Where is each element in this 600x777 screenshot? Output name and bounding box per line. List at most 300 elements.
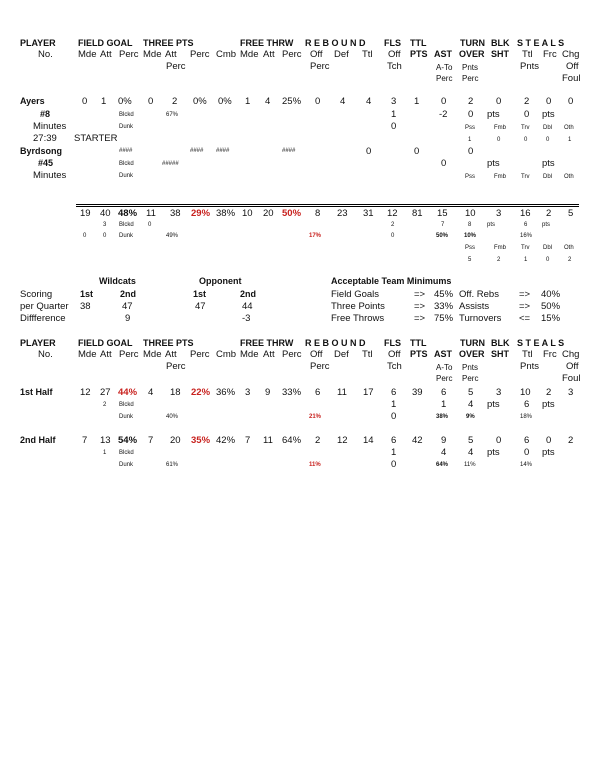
pts-label-2: pts (542, 399, 555, 410)
foul-header: Foul (562, 373, 581, 384)
stat-ast: 0 (441, 158, 447, 169)
fls-value-3: 0 (391, 233, 395, 239)
totals-divider (76, 204, 579, 205)
stat-attft: 9 (265, 387, 271, 398)
stat-mde3: 11 (146, 208, 156, 219)
pnts2-value: 6 (524, 399, 530, 410)
oth-value: 1 (568, 137, 572, 143)
off-perc-value: 17% (309, 233, 322, 239)
stat-att3: 2 (172, 96, 178, 107)
stat-attft: 11 (263, 435, 273, 446)
trv-value: 0 (524, 137, 528, 143)
mde3-header: Mde (143, 349, 162, 360)
minutes-value: 27:39 (33, 133, 57, 144)
fls-value-3: 0 (391, 121, 397, 132)
stat-att: 27 (100, 387, 111, 398)
opponent-2nd: 2nd (240, 289, 257, 299)
difference-opponent: -3 (242, 313, 251, 324)
dbl-label: Dbl (543, 174, 553, 180)
stat-sht: 0 (496, 96, 502, 107)
att3-header: Att (165, 349, 177, 360)
stat-ttl: 31 (363, 208, 374, 219)
blckd-label: Blckd (119, 450, 134, 456)
stat-off: 8 (315, 208, 321, 219)
stat-percft: 64% (282, 435, 302, 446)
stat-sht: 3 (496, 387, 502, 398)
minutes-label: Minutes (33, 170, 67, 181)
cmb-hash: #### (216, 148, 230, 154)
stat-pts: 39 (412, 387, 423, 398)
fls-off-header: Off (388, 349, 401, 360)
mdeft-header: Mde (240, 49, 259, 60)
stat-perc: 0% (118, 96, 132, 107)
att-header: Att (100, 349, 112, 360)
chg-header: Chg (562, 349, 580, 360)
min-label: Three Points (331, 301, 385, 312)
sht-header: SHT (491, 49, 509, 59)
off-perc-header: Perc (310, 361, 330, 372)
over-header: OVER (459, 49, 485, 59)
tch-header: Tch (387, 361, 402, 372)
pts-label: pts (487, 399, 500, 410)
stat-ttl-stl: 10 (520, 387, 531, 398)
stl-perc-value: 16% (520, 233, 533, 239)
over-perc-value: 11% (464, 462, 476, 468)
wildcats-1st: 1st (80, 289, 94, 299)
min-op-2: => (519, 289, 531, 300)
min-op-2: => (519, 301, 531, 312)
min-label-2: Turnovers (459, 313, 502, 324)
pts-header: PTS (410, 49, 428, 59)
team-minimums-title: Acceptable Team Minimums (331, 276, 452, 286)
oth-label: Oth (564, 245, 574, 251)
stat-pts: 42 (412, 435, 423, 446)
pts-label-2: pts (542, 158, 555, 169)
stat-att: 13 (100, 435, 111, 446)
stat-perc: 48% (118, 208, 138, 219)
three-pts-header: THREE PTS (143, 38, 194, 48)
foul-header: Foul (562, 73, 581, 84)
dunk-att: 0 (83, 233, 87, 239)
perc3-header: Perc (190, 349, 210, 360)
mde-header: Mde (78, 49, 97, 60)
dunk-label: Dunk (119, 233, 134, 239)
stat-perc3: 0% (193, 96, 207, 107)
fmb-label: Fmb (494, 125, 506, 131)
pnts-value: 0 (468, 109, 474, 120)
ast-perc-header: Perc (436, 374, 453, 383)
stat-chg: 2 (568, 435, 574, 446)
blk-value: 3 (103, 222, 107, 228)
field-goal-header: FIELD GOAL (78, 338, 133, 348)
stat-ast: 0 (441, 96, 447, 107)
trv-label: Trv (521, 125, 530, 131)
stat-ttl-stl: 16 (520, 208, 531, 219)
stat-frc: 2 (546, 208, 552, 219)
stat-frc: 2 (546, 387, 552, 398)
att-perc-value: 67% (166, 112, 179, 118)
cmb-header: Cmb (216, 49, 237, 60)
player-number: #45 (38, 158, 54, 168)
ast-perc-value: 50% (436, 233, 449, 239)
ato-value: 7 (441, 222, 445, 228)
fls-value-2: 2 (391, 222, 395, 228)
rebound-header: R E B O U N D (305, 338, 366, 348)
opponent-q2: 44 (242, 301, 253, 312)
stat-def: 4 (340, 96, 346, 107)
stat-att: 40 (100, 208, 111, 219)
stat-ttl: 14 (363, 435, 374, 446)
stat-percft: 25% (282, 96, 302, 107)
stat-ast: 6 (441, 387, 447, 398)
three-pts-header: THREE PTS (143, 338, 194, 348)
stat-over: 0 (468, 146, 474, 157)
stat-attft: 4 (265, 96, 271, 107)
stat-mde: 12 (80, 387, 91, 398)
att3-header: Att (165, 49, 177, 60)
fls-value-2: 1 (391, 447, 397, 458)
opponent-header: Opponent (199, 276, 242, 286)
pts-header: PTS (410, 349, 428, 359)
stat-off: 2 (315, 435, 321, 446)
stat-perc3: 22% (191, 387, 211, 398)
ttl-reb-header: Ttl (362, 349, 373, 360)
difference-label: Diffference (20, 313, 66, 324)
over-perc-value: 10% (464, 233, 477, 239)
turn-header: TURN (460, 338, 485, 348)
stat-fls: 3 (391, 96, 397, 107)
no-header: No. (38, 349, 53, 360)
trv-label: Trv (521, 174, 530, 180)
three-hash: #### (190, 148, 204, 154)
min-op: => (414, 301, 426, 312)
stl-perc-value: 18% (520, 414, 533, 420)
att-perc-value: 49% (166, 233, 179, 239)
fls-value-2: 1 (391, 399, 397, 410)
off-header: Off (310, 349, 323, 360)
ast-perc-header: Perc (436, 74, 453, 83)
stat-fls: 6 (391, 387, 397, 398)
over-perc-header: Perc (462, 74, 479, 83)
off2-header: Off (566, 361, 579, 372)
min-val: 75% (434, 313, 454, 324)
dunk-label: Dunk (119, 124, 134, 130)
stat-percft: 50% (282, 208, 302, 219)
att-perc-header: Perc (166, 61, 186, 72)
wildcats-2nd: 2nd (120, 289, 137, 299)
sht-header: SHT (491, 349, 509, 359)
stat-perc: 54% (118, 435, 138, 446)
min-val-2: 50% (541, 301, 561, 312)
stat-mde3: 0 (148, 96, 154, 107)
ttl-header: TTL (410, 338, 427, 348)
min-label: Free Throws (331, 313, 385, 324)
off-perc-value: 11% (309, 462, 321, 468)
stat-over: 10 (465, 208, 476, 219)
turn-header: TURN (460, 38, 485, 48)
ast-perc-value: 64% (436, 462, 449, 468)
pss-label: Pss (465, 245, 476, 251)
dunk-label: Dunk (119, 462, 134, 468)
stat-chg: 0 (568, 96, 574, 107)
stat-mde: 19 (80, 208, 91, 219)
pnts2-value: 0 (524, 447, 530, 458)
stat-def: 23 (337, 208, 348, 219)
stat-perc3: 29% (191, 208, 211, 219)
off-perc-header: Perc (310, 61, 330, 72)
stat-frc: 0 (546, 96, 552, 107)
stat-att: 1 (101, 96, 107, 107)
stat-ttl: 0 (366, 146, 372, 157)
att-perc-value: 40% (166, 414, 179, 420)
pnts-header: Pnts (462, 63, 479, 72)
stat-pts: 81 (412, 208, 423, 219)
off-header: Off (310, 49, 323, 60)
stat-mde3: 7 (148, 435, 154, 446)
over-perc-value: 9% (466, 414, 475, 420)
frc-header: Frc (543, 349, 557, 360)
steals-header: S T E A L S (517, 38, 565, 48)
trv-label: Trv (521, 245, 530, 251)
dunk-made: 0 (103, 233, 107, 239)
percft-header: Perc (282, 49, 302, 60)
wildcats-q2: 47 (122, 301, 133, 312)
min-op: => (414, 313, 426, 324)
mdeft-header: Mde (240, 349, 259, 360)
min-label-2: Assists (459, 301, 490, 312)
ast-perc-value: 38% (436, 414, 449, 420)
blckd-label: Blckd (119, 402, 134, 408)
stat-cmb: 38% (216, 208, 236, 219)
fmb-value: 0 (497, 137, 501, 143)
starter-label: STARTER (74, 133, 118, 144)
field-goal-header: FIELD GOAL (78, 38, 133, 48)
pnts2-header: Pnts (520, 361, 540, 372)
stat-att3: 38 (170, 208, 181, 219)
min-op-2: <= (519, 313, 531, 324)
off2-header: Off (566, 61, 579, 72)
stat-percft: 33% (282, 387, 302, 398)
pts-label-2: pts (542, 222, 551, 228)
blckd-label: Blckd (119, 222, 134, 228)
pts-label: pts (487, 222, 496, 228)
blk-value: 1 (103, 450, 107, 456)
stat-sht: 0 (496, 435, 502, 446)
min-val: 45% (434, 289, 454, 300)
stat-ast: 15 (437, 208, 448, 219)
stat-mde: 0 (82, 96, 88, 107)
pnts-value: 4 (468, 399, 474, 410)
stat-fls: 6 (391, 435, 397, 446)
dunk-label: Dunk (119, 173, 134, 179)
minutes-label: Minutes (33, 121, 67, 132)
stat-perc: 44% (118, 387, 138, 398)
cmb-header: Cmb (216, 349, 237, 360)
stat-ttl: 17 (363, 387, 374, 398)
stat-off: 0 (315, 96, 321, 107)
ast-header: AST (434, 349, 452, 359)
stat-def: 11 (337, 387, 347, 398)
pnts2-value: 6 (524, 222, 528, 228)
pts-label-2: pts (542, 447, 555, 458)
ato-header: A-To (436, 63, 453, 72)
dunk-label: Dunk (119, 414, 134, 420)
stat-mdeft: 3 (245, 387, 251, 398)
oth-label: Oth (564, 174, 574, 180)
frc-header: Frc (543, 49, 557, 60)
player-header: PLAYER (20, 338, 56, 348)
fmb-label: Fmb (494, 174, 506, 180)
off-perc-value: 21% (309, 414, 322, 420)
stat-def: 12 (337, 435, 348, 446)
stat-perc3: 35% (191, 435, 211, 446)
def-header: Def (334, 49, 349, 60)
half-label: 1st Half (20, 387, 53, 397)
free-throw-header: FREE THRW (240, 38, 294, 48)
mde-header: Mde (78, 349, 97, 360)
stat-chg: 3 (568, 387, 574, 398)
stat-ttl: 4 (366, 96, 372, 107)
over-perc-header: Perc (462, 374, 479, 383)
fls-value-2: 1 (391, 109, 397, 120)
stat-pts: 0 (414, 146, 420, 157)
opponent-1st: 1st (193, 289, 207, 299)
tch-header: Tch (387, 61, 402, 72)
mde3-header: Mde (143, 49, 162, 60)
blk-header: BLK (491, 338, 510, 348)
stat-over: 5 (468, 435, 474, 446)
over-header: OVER (459, 349, 485, 359)
ft-hash: #### (282, 148, 296, 154)
pss-label: Pss (465, 125, 476, 131)
player-header: PLAYER (20, 38, 56, 48)
pts-label: pts (487, 158, 500, 169)
pnts-value: 4 (468, 447, 474, 458)
fg-hash: #### (119, 148, 133, 154)
dbl-label: Dbl (543, 125, 553, 131)
player-name: Byrdsong (20, 146, 63, 156)
chg-header: Chg (562, 49, 580, 60)
fmb-label: Fmb (494, 245, 506, 251)
min-label: Field Goals (331, 289, 380, 300)
stat-sht: 3 (496, 208, 502, 219)
per-quarter-label: per Quarter (20, 301, 69, 312)
attft-header: Att (263, 49, 275, 60)
att-header: Att (100, 49, 112, 60)
fls-header: FLS (384, 338, 401, 348)
stat-frc: 0 (546, 435, 552, 446)
fls-header: FLS (384, 38, 401, 48)
player-name: Ayers (20, 96, 45, 106)
trv-value: 1 (524, 257, 528, 263)
fls-value-3: 0 (391, 459, 397, 470)
ttl-stl-header: Ttl (522, 349, 533, 360)
no-header: No. (38, 49, 53, 60)
stat-off: 6 (315, 387, 321, 398)
stat-fls: 12 (387, 208, 398, 219)
ato-value: 4 (441, 447, 447, 458)
fls-value-3: 0 (391, 411, 397, 422)
percft-header: Perc (282, 349, 302, 360)
pts-label: pts (487, 447, 500, 458)
ttl-stl-header: Ttl (522, 49, 533, 60)
dbl-value: 0 (546, 257, 550, 263)
stl-perc-value: 14% (520, 462, 533, 468)
ast-header: AST (434, 49, 452, 59)
difference-wildcats: 9 (125, 313, 131, 324)
steals-header: S T E A L S (517, 338, 565, 348)
pnts-value: 8 (468, 222, 472, 228)
min-val-2: 40% (541, 289, 561, 300)
opponent-q1: 47 (195, 301, 206, 312)
stat-att3: 18 (170, 387, 181, 398)
pnts2-header: Pnts (520, 61, 540, 72)
blckd-label: Blckd (119, 112, 134, 118)
ttl-reb-header: Ttl (362, 49, 373, 60)
blckd-label: Blckd (119, 161, 134, 167)
stat-ast: 9 (441, 435, 447, 446)
stat-att3: 20 (170, 435, 181, 446)
pts-label-2: pts (542, 109, 555, 120)
pss-value: 1 (468, 137, 472, 143)
free-throw-header: FREE THRW (240, 338, 294, 348)
dbl-value: 0 (546, 137, 550, 143)
half-label: 2nd Half (20, 435, 56, 445)
stat-cmb: 36% (216, 387, 236, 398)
oth-label: Oth (564, 125, 574, 131)
perc-header: Perc (119, 49, 139, 60)
attft-header: Att (263, 349, 275, 360)
pnts2-value: 0 (524, 109, 530, 120)
stat-attft: 20 (263, 208, 274, 219)
att-perc-value: 61% (166, 462, 179, 468)
ato-header: A-To (436, 363, 453, 372)
pss-label: Pss (465, 174, 476, 180)
stat-cmb: 42% (216, 435, 236, 446)
totals-divider-2 (76, 206, 579, 207)
ttl-header: TTL (410, 38, 427, 48)
pnts-header: Pnts (462, 363, 479, 372)
stat-over: 5 (468, 387, 474, 398)
fls-off-header: Off (388, 49, 401, 60)
min-val: 33% (434, 301, 454, 312)
pss-value: 5 (468, 257, 472, 263)
perc3-header: Perc (190, 49, 210, 60)
min-label-2: Off. Rebs (459, 289, 499, 300)
rebound-header: R E B O U N D (305, 38, 366, 48)
stat-over: 2 (468, 96, 474, 107)
wildcats-q1: 38 (80, 301, 91, 312)
fmb-value: 2 (497, 257, 501, 263)
def-header: Def (334, 349, 349, 360)
player-number: #8 (40, 109, 51, 119)
wildcats-header: Wildcats (99, 276, 136, 286)
blk-header: BLK (491, 38, 510, 48)
stat-ttl-stl: 2 (524, 96, 530, 107)
scoring-label: Scoring (20, 289, 53, 300)
stat-ttl-stl: 6 (524, 435, 530, 446)
oth-value: 2 (568, 257, 572, 263)
dbl-label: Dbl (543, 245, 553, 251)
ato-value: -2 (439, 109, 448, 120)
blckd-value: 0 (148, 222, 152, 228)
min-val-2: 15% (541, 313, 561, 324)
min-op: => (414, 289, 426, 300)
blk-value: 2 (103, 402, 107, 408)
stat-pts: 1 (414, 96, 420, 107)
stat-cmb: 0% (218, 96, 232, 107)
stat-mdeft: 1 (245, 96, 251, 107)
